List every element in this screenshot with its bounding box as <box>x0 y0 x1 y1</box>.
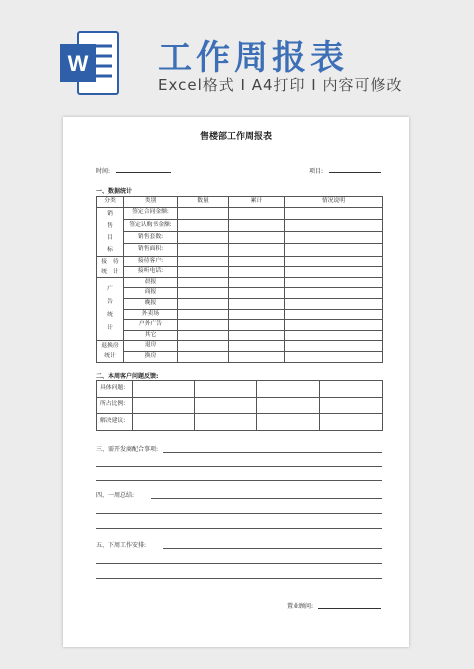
row-label: 商报 <box>124 288 178 299</box>
row-label: 户外广告 <box>124 320 178 331</box>
statistics-table <box>96 196 383 363</box>
table-row <box>97 267 383 278</box>
table-row <box>97 219 383 231</box>
cell[interactable] <box>229 298 285 309</box>
row-label: 晨报 <box>124 277 178 288</box>
group-reception: 接 待 统 计 <box>97 256 124 277</box>
cell[interactable] <box>229 207 285 219</box>
writing-line[interactable] <box>96 480 382 481</box>
cell[interactable] <box>195 381 257 398</box>
cell[interactable] <box>320 381 383 398</box>
cell[interactable] <box>133 414 195 431</box>
row-label: 接听电话: <box>124 267 178 278</box>
cell[interactable] <box>285 298 383 309</box>
table-row <box>97 309 383 320</box>
cell[interactable] <box>178 298 229 309</box>
cell[interactable] <box>178 330 229 341</box>
cell[interactable] <box>178 351 229 362</box>
row-label: 外卖场 <box>124 309 178 320</box>
row-label: 具体问题: <box>97 381 133 398</box>
table-row <box>97 330 383 341</box>
cell[interactable] <box>285 219 383 231</box>
group-advertising: 广 告 统 计 <box>97 277 124 341</box>
cell[interactable] <box>285 207 383 219</box>
writing-line[interactable] <box>96 528 382 529</box>
cell[interactable] <box>285 277 383 288</box>
cell[interactable] <box>285 330 383 341</box>
cell[interactable] <box>229 219 285 231</box>
header-subtitle: Excel格式 I A4打印 I 内容可修改 <box>158 76 403 94</box>
table-row <box>97 351 383 362</box>
cell[interactable] <box>229 330 285 341</box>
table-row <box>97 397 383 414</box>
row-label: 销售面积: <box>124 244 178 256</box>
cell[interactable] <box>285 309 383 320</box>
cell[interactable] <box>229 341 285 352</box>
cell[interactable] <box>285 256 383 267</box>
document-page <box>63 117 409 647</box>
cell[interactable] <box>133 381 195 398</box>
cell[interactable] <box>320 397 383 414</box>
row-label: 退房 <box>124 341 178 352</box>
writing-line[interactable] <box>96 513 382 514</box>
cell[interactable] <box>178 341 229 352</box>
cell[interactable] <box>229 309 285 320</box>
table-row <box>97 232 383 244</box>
table-row <box>97 414 383 431</box>
cell[interactable] <box>178 219 229 231</box>
row-label: 接待客户: <box>124 256 178 267</box>
writing-line[interactable] <box>163 452 382 453</box>
column-header: 情况说明 <box>285 197 383 208</box>
cell[interactable] <box>229 351 285 362</box>
cell[interactable] <box>178 309 229 320</box>
cell[interactable] <box>178 207 229 219</box>
row-label: 换房 <box>124 351 178 362</box>
writing-line[interactable] <box>163 548 382 549</box>
writing-line[interactable] <box>151 498 382 499</box>
cell[interactable] <box>229 267 285 278</box>
cell[interactable] <box>195 414 257 431</box>
cell[interactable] <box>133 397 195 414</box>
cell[interactable] <box>229 288 285 299</box>
signature-field[interactable] <box>318 608 381 609</box>
header-title: 工作周报表 <box>158 38 348 78</box>
row-label: 晚报 <box>124 298 178 309</box>
table-row <box>97 381 383 398</box>
writing-line[interactable] <box>96 466 382 467</box>
column-header: 分类 <box>97 197 124 208</box>
cell[interactable] <box>285 288 383 299</box>
column-header: 数量 <box>178 197 229 208</box>
cell[interactable] <box>285 232 383 244</box>
table-row <box>97 298 383 309</box>
row-label: 所占比例: <box>97 397 133 414</box>
project-field[interactable] <box>329 172 381 173</box>
cell[interactable] <box>178 277 229 288</box>
cell[interactable] <box>285 320 383 331</box>
feedback-table <box>96 380 383 431</box>
cell[interactable] <box>257 414 320 431</box>
cell[interactable] <box>178 288 229 299</box>
section-developer-matters: 三、需开发商配合事项: <box>96 446 159 453</box>
cell[interactable] <box>257 381 320 398</box>
row-label: 签定认购书金额: <box>124 219 178 231</box>
header <box>0 0 474 110</box>
cell[interactable] <box>178 256 229 267</box>
table-row <box>97 244 383 256</box>
cell[interactable] <box>178 267 229 278</box>
group-sales-target: 销 售 目 标 <box>97 207 124 256</box>
column-header: 类别 <box>124 197 178 208</box>
svg-text:W: W <box>67 51 89 76</box>
row-label: 签定合同金额: <box>124 207 178 219</box>
group-returns: 退换房 统计 <box>97 341 124 362</box>
cell[interactable] <box>229 244 285 256</box>
cell[interactable] <box>178 232 229 244</box>
writing-line[interactable] <box>96 578 382 579</box>
cell[interactable] <box>229 232 285 244</box>
signature-label: 置业顾问: <box>287 603 314 610</box>
word-document-icon <box>60 30 120 96</box>
cell[interactable] <box>229 320 285 331</box>
row-label: 解决建议: <box>97 414 133 431</box>
cell[interactable] <box>285 341 383 352</box>
cell[interactable] <box>257 397 320 414</box>
table-row <box>97 207 383 219</box>
section-next-week-plan: 五、下周工作安排: <box>96 542 147 549</box>
time-field[interactable] <box>116 172 171 173</box>
document-title: 售楼部工作周报表 <box>199 132 272 142</box>
table-row <box>97 320 383 331</box>
cell[interactable] <box>178 320 229 331</box>
table-row <box>97 256 383 267</box>
time-label: 时间: <box>96 168 111 175</box>
writing-line[interactable] <box>96 563 382 564</box>
cell[interactable] <box>178 244 229 256</box>
row-label: 销售套数: <box>124 232 178 244</box>
cell[interactable] <box>285 244 383 256</box>
project-label: 项目: <box>309 168 324 175</box>
cell[interactable] <box>195 397 257 414</box>
cell[interactable] <box>229 277 285 288</box>
cell[interactable] <box>229 256 285 267</box>
section-weekly-summary: 四、一周总结: <box>96 492 135 499</box>
row-label: 其它 <box>124 330 178 341</box>
table-row <box>97 341 383 352</box>
table-row <box>97 288 383 299</box>
column-header: 累计 <box>229 197 285 208</box>
table-row <box>97 277 383 288</box>
section-customer-feedback: 二、本周客户问题反馈: <box>96 373 159 380</box>
section-data-statistics: 一、数据统计 <box>96 188 133 195</box>
cell[interactable] <box>285 267 383 278</box>
cell[interactable] <box>320 414 383 431</box>
table-header-row <box>97 197 383 208</box>
cell[interactable] <box>285 351 383 362</box>
